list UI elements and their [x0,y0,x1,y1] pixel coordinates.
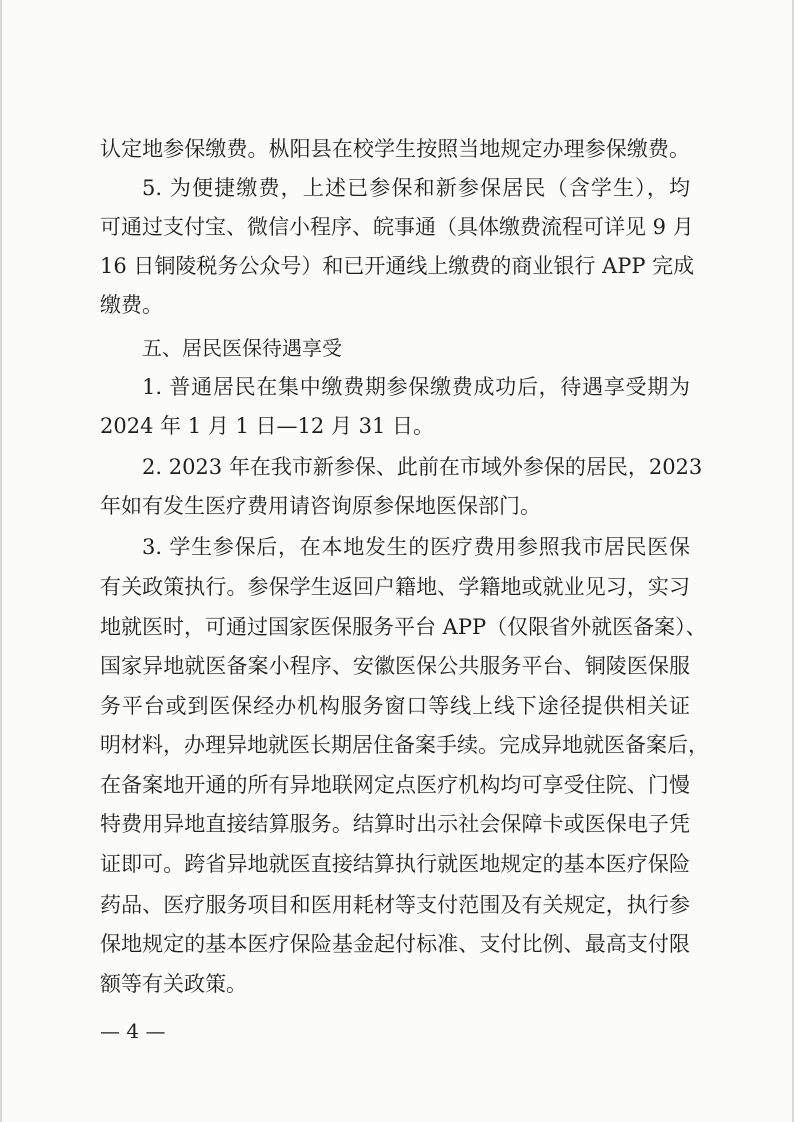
text-line: 2. 2023 年在我市新参保、此前在市域外参保的居民，2023 [142,455,703,479]
text-line: 有关政策执行。参保学生返回户籍地、学籍地或就业见习，实习 [100,575,690,599]
text-line: 特费用异地直接结算服务。结算时出示社会保障卡或医保电子凭 [100,812,690,836]
scan-edge-left [0,0,2,1122]
section-heading: 五、居民医保待遇享受 [142,336,342,360]
text-line: 1. 普通居民在集中缴费期参保缴费成功后，待遇享受期为 [142,375,690,399]
text-line: 认定地参保缴费。枞阳县在校学生按照当地规定办理参保缴费。 [100,137,690,161]
text-line: 证即可。跨省异地就医直接结算执行就医地规定的基本医疗保险 [100,852,690,876]
text-line: 2024 年 1 月 1 日—12 月 31 日。 [100,414,435,438]
text-line: 额等有关政策。 [100,972,247,996]
text-line: 在备案地开通的所有异地联网定点医疗机构均可享受住院、门慢 [100,773,690,797]
text-line: 可通过支付宝、微信小程序、皖事通（具体缴费流程可详见 9 月 [100,215,694,239]
text-line: 16 日铜陵税务公众号）和已开通线上缴费的商业银行 APP 完成 [100,254,695,278]
text-line: 明材料，办理异地就医长期居住备案手续。完成异地就医备案后， [100,733,709,757]
text-line: 5. 为便捷缴费，上述已参保和新参保居民（含学生），均 [142,176,690,200]
text-line: 药品、医疗服务项目和医用耗材等支付范围及有关规定，执行参 [100,893,690,917]
text-line: 3. 学生参保后，在本地发生的医疗费用参照我市居民医保 [142,535,690,559]
page-number: — 4 — [100,1019,166,1043]
text-line: 务平台或到医保经办机构服务窗口等线上线下途径提供相关证 [100,694,690,718]
text-line: 保地规定的基本医疗保险基金起付标准、支付比例、最高支付限 [100,932,690,956]
text-line: 地就医时，可通过国家医保服务平台 APP（仅限省外就医备案）、 [100,615,707,639]
text-line: 缴费。 [100,293,163,317]
text-line: 年如有发生医疗费用请咨询原参保地医保部门。 [100,494,541,518]
text-line: 国家异地就医备案小程序、安徽医保公共服务平台、铜陵医保服 [100,654,690,678]
